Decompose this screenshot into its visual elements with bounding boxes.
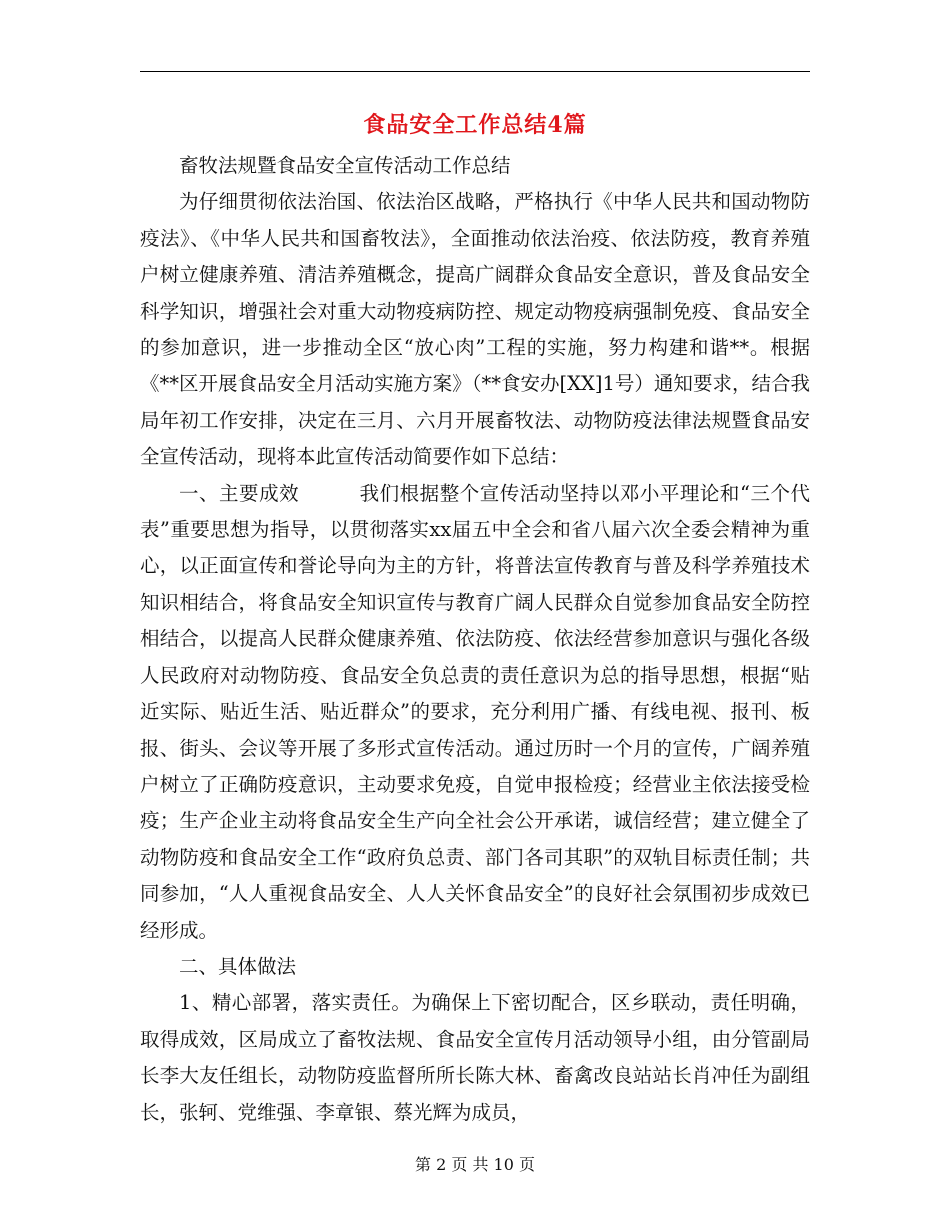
subtitle-paragraph: 畜牧法规暨食品安全宣传活动工作总结 xyxy=(179,154,511,177)
section-2-paragraph: 1、精心部署，落实责任。为确保上下密切配合，区乡联动，责任明确，取得成效，区局成立了畜牧法规、食品安全宣传月活动领导小组，由分管副局长李大友任组长，动物防疫监督所所长陈大林、畜禽改良站站长肖冲任为副组长，张轲、党维强、李章银、蔡光辉为成员， xyxy=(140,991,810,1124)
document-title: 食品安全工作总结4篇 xyxy=(363,112,587,138)
intro-paragraph: 为仔细贯彻依法治国、依法治区战略，严格执行《中华人民共和国动物防疫法》、《中华人民共和国畜牧法》，全面推动依法治疫、依法防疫，教育养殖户树立健康养殖、清洁养殖概念，提高广阔群众食品安全意识，普及食品安全科学知识，增强社会对重大动物疫病防控、规定动物疫病强制免疫、食品安全的参加意识，进一步推动全区“放心肉”工程的实施，努力构建和谐**。根据《**区开展食品安全月活动实施方案》（**食安办[XX]1号）通知要求，结合我局年初工作安排，决定在三月、六月开展畜牧法、动物防疫法律法规暨食品安全宣传活动，现将本此宣传活动简要作如下总结： xyxy=(140,190,810,469)
header-rule xyxy=(140,71,810,72)
section-1-heading: 一、主要成效 xyxy=(179,481,300,505)
section-2-heading: 二、具体做法 xyxy=(179,954,297,978)
document-body xyxy=(140,148,810,1131)
section-1-paragraph xyxy=(140,476,810,949)
section-1-text: 我们根据整个宣传活动坚持以邓小平理论和“三个代表”重要思想为指导，以贯彻落实xx届五中全会和省八届六次全委会精神为重心，以正面宣传和誉论导向为主的方针，将普法宣传教育与普及科学养殖技术知识相结合，将食品安全知识宣传与教育广阔人民群众自觉参加食品安全防控相结合，以提高人民群众健康养殖、依法防疫、依法经营参加意识与强化各级人民政府对动物防疫、食品安全负总责的责任意识为总的指导思想，根据“贴近实际、贴近生活、贴近群众”的要求，充分利用广播、有线电视、报刊、板报、街头、会议等开展了多形式宣传活动。通过历时一个月的宣传，广阔养殖户树立了正确防疫意识，主动要求免疫，自觉申报检疫；经营业主依法接受检疫；生产企业主动将食品安全生产向全社会公开承诺，诚信经营；建立健全了动物防疫和食品安全工作“政府负总责、部门各司其职”的双轨目标责任制；共同参加，“人人重视食品安全、人人关怀食品安全”的良好社会氛围初步成效已经形成。 xyxy=(140,481,810,942)
page-number: 第 2 页 共 10 页 xyxy=(415,1155,535,1174)
